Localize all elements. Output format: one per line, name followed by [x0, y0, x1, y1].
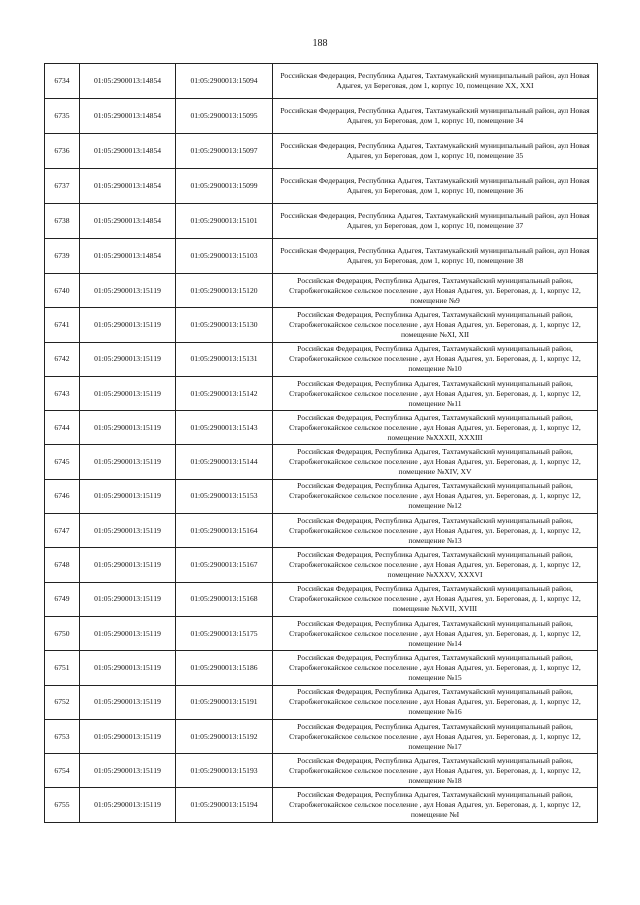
row-number-cell: 6739	[45, 239, 80, 274]
address-cell: Российская Федерация, Республика Адыгея, Тахтамукайский муниципальный район, Старобжегокайское сельское поселение , аул Новая Адыгея, ул. Береговая, д. 1, корпус 12, помещение №XI, XII	[273, 308, 598, 342]
cadastral-number-cell: 01:05:2900013:15194	[176, 788, 273, 822]
address-cell: Российская Федерация, Республика Адыгея, Тахтамукайский муниципальный район, Старобжегокайское сельское поселение , аул Новая Адыгея, ул. Береговая, д. 1, корпус 12, помещение №XXXII, XXXIII	[273, 411, 598, 445]
address-cell: Российская Федерация, Республика Адыгея, Тахтамукайский муниципальный район, Старобжегокайское сельское поселение , аул Новая Адыгея, ул. Береговая, д. 1, корпус 12, помещение №16	[273, 685, 598, 719]
parent-cadastral-number-cell: 01:05:2900013:15119	[80, 479, 176, 513]
parent-cadastral-number-cell: 01:05:2900013:14854	[80, 169, 176, 204]
parent-cadastral-number-cell: 01:05:2900013:15119	[80, 274, 176, 308]
row-number-cell: 6741	[45, 308, 80, 342]
row-number-cell: 6740	[45, 274, 80, 308]
address-cell: Российская Федерация, Республика Адыгея, Тахтамукайский муниципальный район, аул Новая Адыгея, ул Береговая, дом 1, корпус 10, помещение 37	[273, 204, 598, 239]
cadastral-number-cell: 01:05:2900013:15103	[176, 239, 273, 274]
table-row	[45, 514, 598, 548]
address-cell: Российская Федерация, Республика Адыгея, Тахтамукайский муниципальный район, Старобжегокайское сельское поселение , аул Новая Адыгея, ул. Береговая, д. 1, корпус 12, помещение №10	[273, 342, 598, 376]
row-number-cell: 6752	[45, 685, 80, 719]
table-row	[45, 445, 598, 479]
cadastral-number-cell: 01:05:2900013:15120	[176, 274, 273, 308]
cadastral-number-cell: 01:05:2900013:15142	[176, 376, 273, 410]
table-row	[45, 204, 598, 239]
table-row	[45, 308, 598, 342]
table-row	[45, 754, 598, 788]
parent-cadastral-number-cell: 01:05:2900013:15119	[80, 754, 176, 788]
registry-table	[44, 63, 598, 823]
parent-cadastral-number-cell: 01:05:2900013:15119	[80, 719, 176, 753]
address-cell: Российская Федерация, Республика Адыгея, Тахтамукайский муниципальный район, Старобжегокайское сельское поселение , аул Новая Адыгея, ул. Береговая, д. 1, корпус 12, помещение №XXXV, XXXVI	[273, 548, 598, 582]
address-cell: Российская Федерация, Республика Адыгея, Тахтамукайский муниципальный район, Старобжегокайское сельское поселение , аул Новая Адыгея, ул. Береговая, д. 1, корпус 12, помещение №I	[273, 788, 598, 822]
address-cell: Российская Федерация, Республика Адыгея, Тахтамукайский муниципальный район, Старобжегокайское сельское поселение , аул Новая Адыгея, ул. Береговая, д. 1, корпус 12, помещение №11	[273, 376, 598, 410]
address-cell: Российская Федерация, Республика Адыгея, Тахтамукайский муниципальный район, Старобжегокайское сельское поселение , аул Новая Адыгея, ул. Береговая, д. 1, корпус 12, помещение №14	[273, 616, 598, 650]
parent-cadastral-number-cell: 01:05:2900013:14854	[80, 239, 176, 274]
row-number-cell: 6736	[45, 134, 80, 169]
address-cell: Российская Федерация, Республика Адыгея, Тахтамукайский муниципальный район, аул Новая Адыгея, ул Береговая, дом 1, корпус 10, помещение XX, XXI	[273, 64, 598, 99]
parent-cadastral-number-cell: 01:05:2900013:15119	[80, 445, 176, 479]
parent-cadastral-number-cell: 01:05:2900013:15119	[80, 685, 176, 719]
cadastral-number-cell: 01:05:2900013:15101	[176, 204, 273, 239]
cadastral-number-cell: 01:05:2900013:15144	[176, 445, 273, 479]
row-number-cell: 6745	[45, 445, 80, 479]
address-cell: Российская Федерация, Республика Адыгея, Тахтамукайский муниципальный район, аул Новая Адыгея, ул Береговая, дом 1, корпус 10, помещение 35	[273, 134, 598, 169]
address-cell: Российская Федерация, Республика Адыгея, Тахтамукайский муниципальный район, Старобжегокайское сельское поселение , аул Новая Адыгея, ул. Береговая, д. 1, корпус 12, помещение №XIV, XV	[273, 445, 598, 479]
table-row	[45, 616, 598, 650]
row-number-cell: 6737	[45, 169, 80, 204]
table-row	[45, 719, 598, 753]
table-row	[45, 479, 598, 513]
table-row	[45, 239, 598, 274]
parent-cadastral-number-cell: 01:05:2900013:14854	[80, 204, 176, 239]
cadastral-number-cell: 01:05:2900013:15097	[176, 134, 273, 169]
parent-cadastral-number-cell: 01:05:2900013:15119	[80, 651, 176, 685]
parent-cadastral-number-cell: 01:05:2900013:15119	[80, 308, 176, 342]
row-number-cell: 6755	[45, 788, 80, 822]
table-row	[45, 411, 598, 445]
row-number-cell: 6749	[45, 582, 80, 616]
address-cell: Российская Федерация, Республика Адыгея, Тахтамукайский муниципальный район, Старобжегокайское сельское поселение , аул Новая Адыгея, ул. Береговая, д. 1, корпус 12, помещение №XVII, XVIII	[273, 582, 598, 616]
row-number-cell: 6754	[45, 754, 80, 788]
cadastral-number-cell: 01:05:2900013:15191	[176, 685, 273, 719]
row-number-cell: 6735	[45, 99, 80, 134]
page-number: 188	[312, 38, 328, 49]
parent-cadastral-number-cell: 01:05:2900013:15119	[80, 582, 176, 616]
cadastral-number-cell: 01:05:2900013:15167	[176, 548, 273, 582]
cadastral-number-cell: 01:05:2900013:15168	[176, 582, 273, 616]
table-row	[45, 99, 598, 134]
row-number-cell: 6746	[45, 479, 80, 513]
address-cell: Российская Федерация, Республика Адыгея, Тахтамукайский муниципальный район, Старобжегокайское сельское поселение , аул Новая Адыгея, ул. Береговая, д. 1, корпус 12, помещение №9	[273, 274, 598, 308]
address-cell: Российская Федерация, Республика Адыгея, Тахтамукайский муниципальный район, Старобжегокайское сельское поселение , аул Новая Адыгея, ул. Береговая, д. 1, корпус 12, помещение №15	[273, 651, 598, 685]
cadastral-number-cell: 01:05:2900013:15192	[176, 719, 273, 753]
row-number-cell: 6753	[45, 719, 80, 753]
table-row	[45, 788, 598, 822]
row-number-cell: 6748	[45, 548, 80, 582]
cadastral-number-cell: 01:05:2900013:15153	[176, 479, 273, 513]
row-number-cell: 6742	[45, 342, 80, 376]
row-number-cell: 6750	[45, 616, 80, 650]
address-cell: Российская Федерация, Республика Адыгея, Тахтамукайский муниципальный район, Старобжегокайское сельское поселение , аул Новая Адыгея, ул. Береговая, д. 1, корпус 12, помещение №12	[273, 479, 598, 513]
cadastral-number-cell: 01:05:2900013:15094	[176, 64, 273, 99]
table-row	[45, 64, 598, 99]
cadastral-number-cell: 01:05:2900013:15175	[176, 616, 273, 650]
parent-cadastral-number-cell: 01:05:2900013:14854	[80, 99, 176, 134]
table-row	[45, 274, 598, 308]
address-cell: Российская Федерация, Республика Адыгея, Тахтамукайский муниципальный район, аул Новая Адыгея, ул Береговая, дом 1, корпус 10, помещение 36	[273, 169, 598, 204]
table-row	[45, 582, 598, 616]
address-cell: Российская Федерация, Республика Адыгея, Тахтамукайский муниципальный район, аул Новая Адыгея, ул Береговая, дом 1, корпус 10, помещение 38	[273, 239, 598, 274]
address-cell: Российская Федерация, Республика Адыгея, Тахтамукайский муниципальный район, аул Новая Адыгея, ул Береговая, дом 1, корпус 10, помещение 34	[273, 99, 598, 134]
parent-cadastral-number-cell: 01:05:2900013:14854	[80, 134, 176, 169]
table-row	[45, 134, 598, 169]
registry-body	[45, 64, 598, 823]
address-cell: Российская Федерация, Республика Адыгея, Тахтамукайский муниципальный район, Старобжегокайское сельское поселение , аул Новая Адыгея, ул. Береговая, д. 1, корпус 12, помещение №13	[273, 514, 598, 548]
cadastral-number-cell: 01:05:2900013:15143	[176, 411, 273, 445]
cadastral-number-cell: 01:05:2900013:15131	[176, 342, 273, 376]
table-row	[45, 685, 598, 719]
parent-cadastral-number-cell: 01:05:2900013:15119	[80, 376, 176, 410]
cadastral-number-cell: 01:05:2900013:15186	[176, 651, 273, 685]
table-row	[45, 548, 598, 582]
parent-cadastral-number-cell: 01:05:2900013:15119	[80, 616, 176, 650]
table-row	[45, 651, 598, 685]
row-number-cell: 6747	[45, 514, 80, 548]
cadastral-number-cell: 01:05:2900013:15095	[176, 99, 273, 134]
parent-cadastral-number-cell: 01:05:2900013:15119	[80, 514, 176, 548]
address-cell: Российская Федерация, Республика Адыгея, Тахтамукайский муниципальный район, Старобжегокайское сельское поселение , аул Новая Адыгея, ул. Береговая, д. 1, корпус 12, помещение №18	[273, 754, 598, 788]
parent-cadastral-number-cell: 01:05:2900013:15119	[80, 548, 176, 582]
row-number-cell: 6751	[45, 651, 80, 685]
parent-cadastral-number-cell: 01:05:2900013:14854	[80, 64, 176, 99]
cadastral-number-cell: 01:05:2900013:15099	[176, 169, 273, 204]
table-row	[45, 342, 598, 376]
row-number-cell: 6734	[45, 64, 80, 99]
row-number-cell: 6744	[45, 411, 80, 445]
cadastral-number-cell: 01:05:2900013:15193	[176, 754, 273, 788]
parent-cadastral-number-cell: 01:05:2900013:15119	[80, 411, 176, 445]
table-row	[45, 169, 598, 204]
row-number-cell: 6738	[45, 204, 80, 239]
cadastral-number-cell: 01:05:2900013:15164	[176, 514, 273, 548]
table-row	[45, 376, 598, 410]
row-number-cell: 6743	[45, 376, 80, 410]
address-cell: Российская Федерация, Республика Адыгея, Тахтамукайский муниципальный район, Старобжегокайское сельское поселение , аул Новая Адыгея, ул. Береговая, д. 1, корпус 12, помещение №17	[273, 719, 598, 753]
parent-cadastral-number-cell: 01:05:2900013:15119	[80, 342, 176, 376]
parent-cadastral-number-cell: 01:05:2900013:15119	[80, 788, 176, 822]
cadastral-number-cell: 01:05:2900013:15130	[176, 308, 273, 342]
